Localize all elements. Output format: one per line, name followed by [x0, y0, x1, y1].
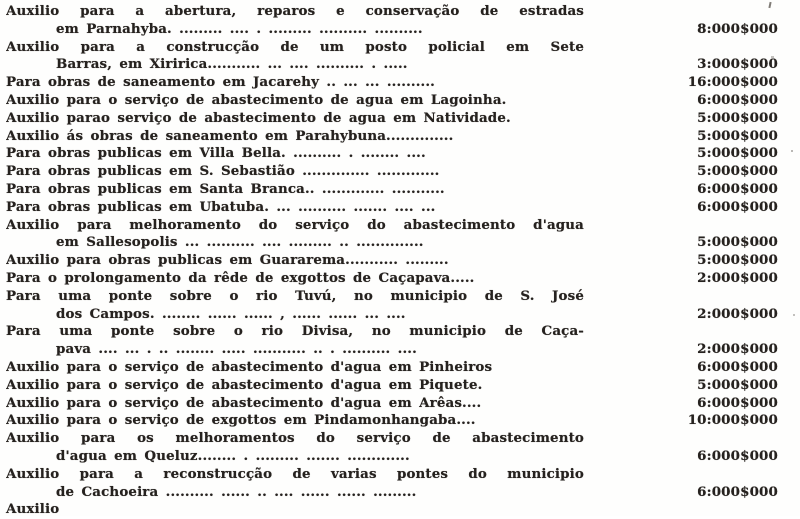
ledger-entry-row	[6, 377, 778, 395]
entry-line: em Sallesopolis ... .......... .... ......... .. ..............	[56, 234, 424, 251]
ledger-entry-row	[6, 323, 778, 359]
ledger-entry-row	[6, 199, 778, 217]
ledger-entry-row	[6, 288, 778, 324]
entry-line: Para obras de saneamento em Jacarehy .. ... ... ..........	[6, 74, 435, 91]
ledger-entry-row	[6, 163, 778, 181]
entry-line: Para obras publicas em S. Sebastião .............. .............	[6, 163, 440, 180]
entry-amount: 6:000$000	[697, 180, 778, 197]
entry-amount: 6:000$000	[697, 91, 778, 108]
entry-amount: 5:000$000	[697, 234, 778, 251]
entry-description	[6, 39, 674, 75]
entry-line: d'agua em Queluz........ . ......... ....... .............	[56, 447, 410, 464]
entry-line: Para obras publicas em Ubatuba. ... .......... ....... .... ...	[6, 198, 436, 215]
entry-amount: 16:000$000	[687, 74, 778, 91]
entry-line: Para o prolongamento da rêde de exgottos de Caçapava.....	[6, 269, 475, 286]
entry-amount: 2:000$000	[697, 269, 778, 286]
entry-line: Auxilio para o serviço de abastecimento de agua em Lagoinha.	[6, 91, 507, 108]
entry-line: Auxilio parao serviço de abastecimento de agua em Natividade.	[6, 109, 511, 126]
entry-amount: 5:000$000	[697, 252, 778, 269]
ledger-entry-row	[6, 145, 778, 163]
entry-description	[6, 199, 674, 217]
entry-description	[6, 395, 674, 413]
entry-line: Auxilio para o serviço de abastecimento d'agua em Pinheiros	[6, 358, 493, 375]
ledger-entry-row	[6, 128, 778, 146]
entry-amount: 5:000$000	[697, 127, 778, 144]
entry-amount: 8:000$000	[697, 20, 778, 37]
appropriations-ledger	[6, 3, 778, 501]
ledger-entry-row	[6, 39, 778, 75]
entry-description	[6, 128, 674, 146]
scan-artifact	[793, 314, 795, 316]
ledger-entry-row	[6, 74, 778, 92]
ledger-entry-row	[6, 3, 778, 39]
entry-description	[6, 145, 674, 163]
entry-line: Auxilio ás obras de saneamento em Parahybuna..............	[6, 127, 454, 144]
entry-description	[6, 288, 674, 324]
entry-description	[6, 430, 674, 466]
entry-line: Barras, em Xiririca........... ... .... .......... . .....	[56, 56, 408, 73]
ledger-entry-row	[6, 359, 778, 377]
entry-amount: 6:000$000	[697, 483, 778, 500]
scan-artifact	[791, 150, 793, 152]
entry-description	[6, 359, 674, 377]
entry-line: de Cachoeira .......... ...... .. .... ...... ...... .........	[56, 483, 417, 500]
entry-amount: 5:000$000	[697, 109, 778, 126]
entry-amount: 6:000$000	[697, 447, 778, 464]
entry-description	[6, 252, 674, 270]
entry-description	[6, 377, 674, 395]
partial-cutoff-line: Auxilio	[6, 501, 60, 518]
entry-description	[6, 217, 674, 253]
ledger-entry-row	[6, 181, 778, 199]
ledger-entry-row	[6, 270, 778, 288]
entry-line: Auxilio para obras publicas em Guararema........... .........	[6, 252, 449, 269]
scan-artifact	[771, 56, 774, 58]
entry-amount: 3:000$000	[697, 56, 778, 73]
entry-line: Auxilio para a construcção de um posto policial em Sete	[6, 38, 584, 55]
entry-line: Auxilio para melhoramento do serviço do abastecimento d'agua	[6, 216, 584, 233]
entry-line: Para uma ponte sobre o rio Divisa, no municipio de Caça-	[6, 323, 584, 340]
ledger-entry-row	[6, 110, 778, 128]
entry-amount: 5:000$000	[697, 163, 778, 180]
entry-description	[6, 3, 674, 39]
scan-artifact	[757, 243, 760, 245]
ledger-entry-row	[6, 395, 778, 413]
entry-amount: 5:000$000	[697, 145, 778, 162]
entry-description	[6, 163, 674, 181]
entry-description	[6, 181, 674, 199]
ledger-entry-row	[6, 252, 778, 270]
entry-line: Auxilio para os melhoramentos do serviço de abastecimento	[6, 430, 584, 447]
entry-description	[6, 412, 674, 430]
entry-amount: 5:000$000	[697, 376, 778, 393]
entry-amount: 2:000$000	[697, 341, 778, 358]
entry-line: Auxilio para o serviço de abastecimento d'agua em Arêas....	[6, 394, 482, 411]
ledger-entry-row	[6, 217, 778, 253]
entry-line: Para obras publicas em Santa Branca.. ............. ...........	[6, 180, 445, 197]
entry-description	[6, 74, 674, 92]
entry-line: Auxilio para o serviço de abastecimento d'agua em Piquete.	[6, 376, 483, 393]
ledger-entry-row	[6, 466, 778, 502]
entry-amount: 6:000$000	[697, 394, 778, 411]
entry-amount: 10:000$000	[687, 412, 778, 429]
entry-amount: 6:000$000	[697, 198, 778, 215]
entry-line: Auxilio para a reconstrucção de varias pontes do municipio	[6, 465, 584, 482]
entry-line: Auxilio para a abertura, reparos e conservação de estradas	[6, 3, 584, 19]
entry-line: dos Campos. ........ ...... ...... , ...... ...... ... ....	[56, 305, 406, 322]
entry-line: em Parnahyba. ......... .... . ......... .......... ..........	[56, 20, 423, 37]
ledger-entry-row	[6, 412, 778, 430]
entry-description	[6, 466, 674, 502]
entry-line: Auxilio para o serviço de exgottos em Pindamonhangaba....	[6, 412, 476, 429]
entry-line: pava .... ... . .. ........ ..... ........... .. . .......... ....	[56, 341, 417, 358]
entry-line: Para obras publicas em Villa Bella. .......... . ........ ....	[6, 145, 426, 162]
entry-amount: 2:000$000	[697, 305, 778, 322]
ledger-entry-row	[6, 92, 778, 110]
entry-description	[6, 110, 674, 128]
entry-description	[6, 323, 674, 359]
entry-description	[6, 270, 674, 288]
ledger-entry-row	[6, 430, 778, 466]
entry-amount: 6:000$000	[697, 358, 778, 375]
entry-description	[6, 92, 674, 110]
entry-line: Para uma ponte sobre o rio Tuvú, no municipio de S. José	[6, 287, 584, 304]
